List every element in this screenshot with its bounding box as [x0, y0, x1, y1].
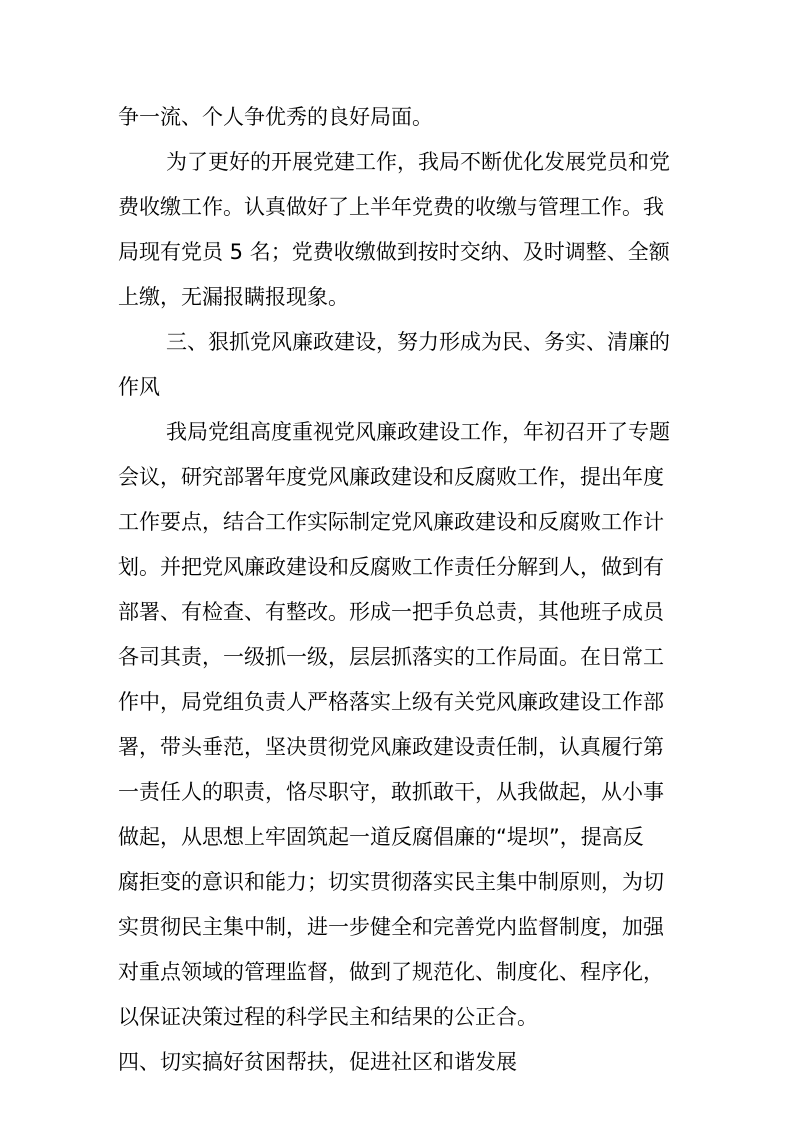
- text-line: 作中，局党组负责人严格落实上级有关党风廉政建设工作部: [118, 690, 664, 714]
- text-line: 各司其责，一级抓一级，层层抓落实的工作局面。在日常工: [118, 645, 664, 669]
- text-line: 我局党组高度重视党风廉政建设工作，年初召开了专题: [166, 420, 670, 444]
- section-heading-3: 三、狠抓党风廉政建设，努力形成为民、务实、清廉的: [166, 330, 670, 354]
- text-line: 局现有党员 5 名；党费收缴做到按时交纳、及时调整、全额: [118, 240, 670, 264]
- text-line: 为了更好的开展党建工作，我局不断优化发展党员和党: [166, 150, 670, 174]
- text-line: 工作要点，结合工作实际制定党风廉政建设和反腐败工作计: [118, 510, 664, 534]
- text-line: 以保证决策过程的科学民主和结果的公正合。: [118, 1005, 538, 1029]
- text-line: 费收缴工作。认真做好了上半年党费的收缴与管理工作。我: [118, 195, 664, 219]
- text-line: 做起，从思想上牢固筑起一道反腐倡廉的“堤坝”，提高反: [118, 825, 644, 849]
- section-heading-4: 四、切实搞好贫困帮扶，促进社区和谐发展: [118, 1050, 517, 1074]
- text-line: 划。并把党风廉政建设和反腐败工作责任分解到人，做到有: [118, 555, 664, 579]
- text-line: 腐拒变的意识和能力；切实贯彻落实民主集中制原则，为切: [118, 870, 664, 894]
- text-line: 一责任人的职责，恪尽职守，敢抓敢干，从我做起，从小事: [118, 780, 664, 804]
- section-heading-3-cont: 作风: [118, 375, 160, 399]
- text-line: 对重点领域的管理监督，做到了规范化、制度化、程序化，: [118, 960, 664, 984]
- text-line: 会议，研究部署年度党风廉政建设和反腐败工作，提出年度: [118, 465, 664, 489]
- text-line: 实贯彻民主集中制，进一步健全和完善党内监督制度，加强: [118, 915, 664, 939]
- text-line: 署，带头垂范，坚决贯彻党风廉政建设责任制，认真履行第: [118, 735, 664, 759]
- text-line: 上缴，无漏报瞒报现象。: [118, 285, 349, 309]
- text-line: 部署、有检查、有整改。形成一把手负总责，其他班子成员: [118, 600, 664, 624]
- text-line: 争一流、个人争优秀的良好局面。: [118, 105, 433, 129]
